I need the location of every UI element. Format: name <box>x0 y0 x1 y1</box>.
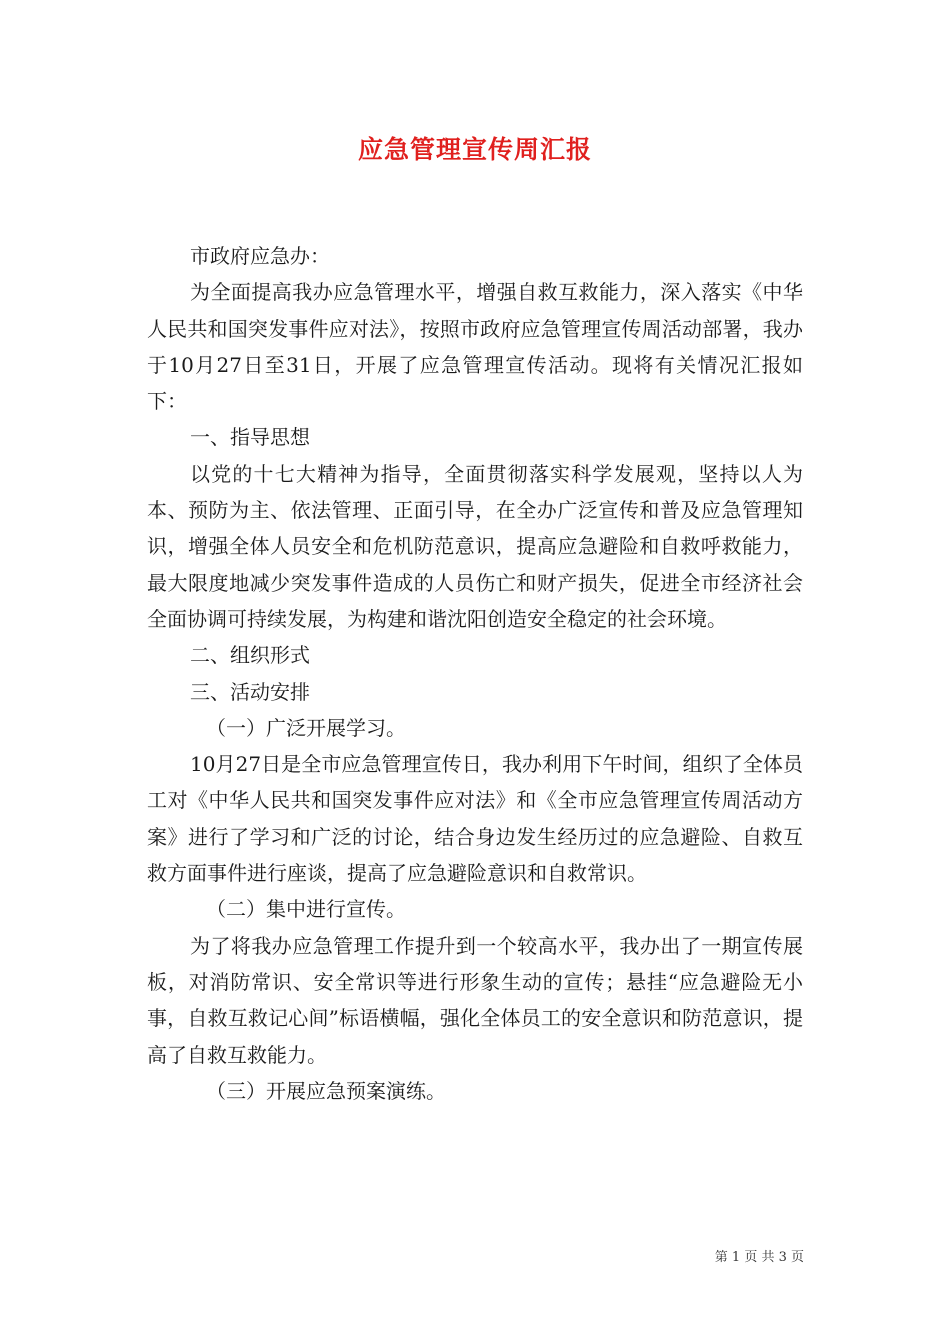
section-3-heading: 三、活动安排 <box>190 679 310 704</box>
subsection-2-body: 为了将我办应急管理工作提升到一个较高水平，我办出了一期宣传展板，对消防常识、安全常识等进行形象生动的宣传；悬挂“应急避险无小事，自救互救记心间”标语横幅，强化全体员工的安全意识和防范意识，提高了自救互救能力。 <box>147 933 803 1067</box>
subsection-1-body: 10月27日是全市应急管理宣传日，我办利用下午时间，组织了全体员工对《中华人民共和国突发事件应对法》和《全市应急管理宣传周活动方案》进行了学习和广泛的讨论，结合身边发生经历过的应急避险、自救互救方面事件进行座谈，提高了应急避险意识和自救常识。 <box>147 752 803 886</box>
section-1-body: 以党的十七大精神为指导，全面贯彻落实科学发展观，坚持以人为本、预防为主、依法管理、正面引导，在全办广泛宣传和普及应急管理知识，增强全体人员安全和危机防范意识，提高应急避险和自救呼救能力，最大限度地减少突发事件造成的人员伤亡和财产损失，促进全市经济社会全面协调可持续发展，为构建和谐沈阳创造安全稳定的社会环境。 <box>147 461 803 631</box>
intro-paragraph: 为全面提高我办应急管理水平，增强自救互救能力，深入落实《中华人民共和国突发事件应对法》，按照市政府应急管理宣传周活动部署，我办于10月27日至31日，开展了应急管理宣传活动。现将有关情况汇报如下： <box>147 280 803 414</box>
salutation: 市政府应急办： <box>190 244 330 268</box>
section-2-heading: 二、组织形式 <box>190 643 310 668</box>
section-1-heading: 一、指导思想 <box>190 425 310 450</box>
document-body <box>147 238 803 1109</box>
page-number-footer: 第 1 页 共 3 页 <box>714 1250 804 1265</box>
subsection-3-heading: （三）开展应急预案演练。 <box>206 1078 446 1103</box>
document-title: 应急管理宣传周汇报 <box>357 135 592 164</box>
subsection-2-heading: （二）集中进行宣传。 <box>206 897 406 922</box>
subsection-1-heading: （一）广泛开展学习。 <box>206 715 406 740</box>
